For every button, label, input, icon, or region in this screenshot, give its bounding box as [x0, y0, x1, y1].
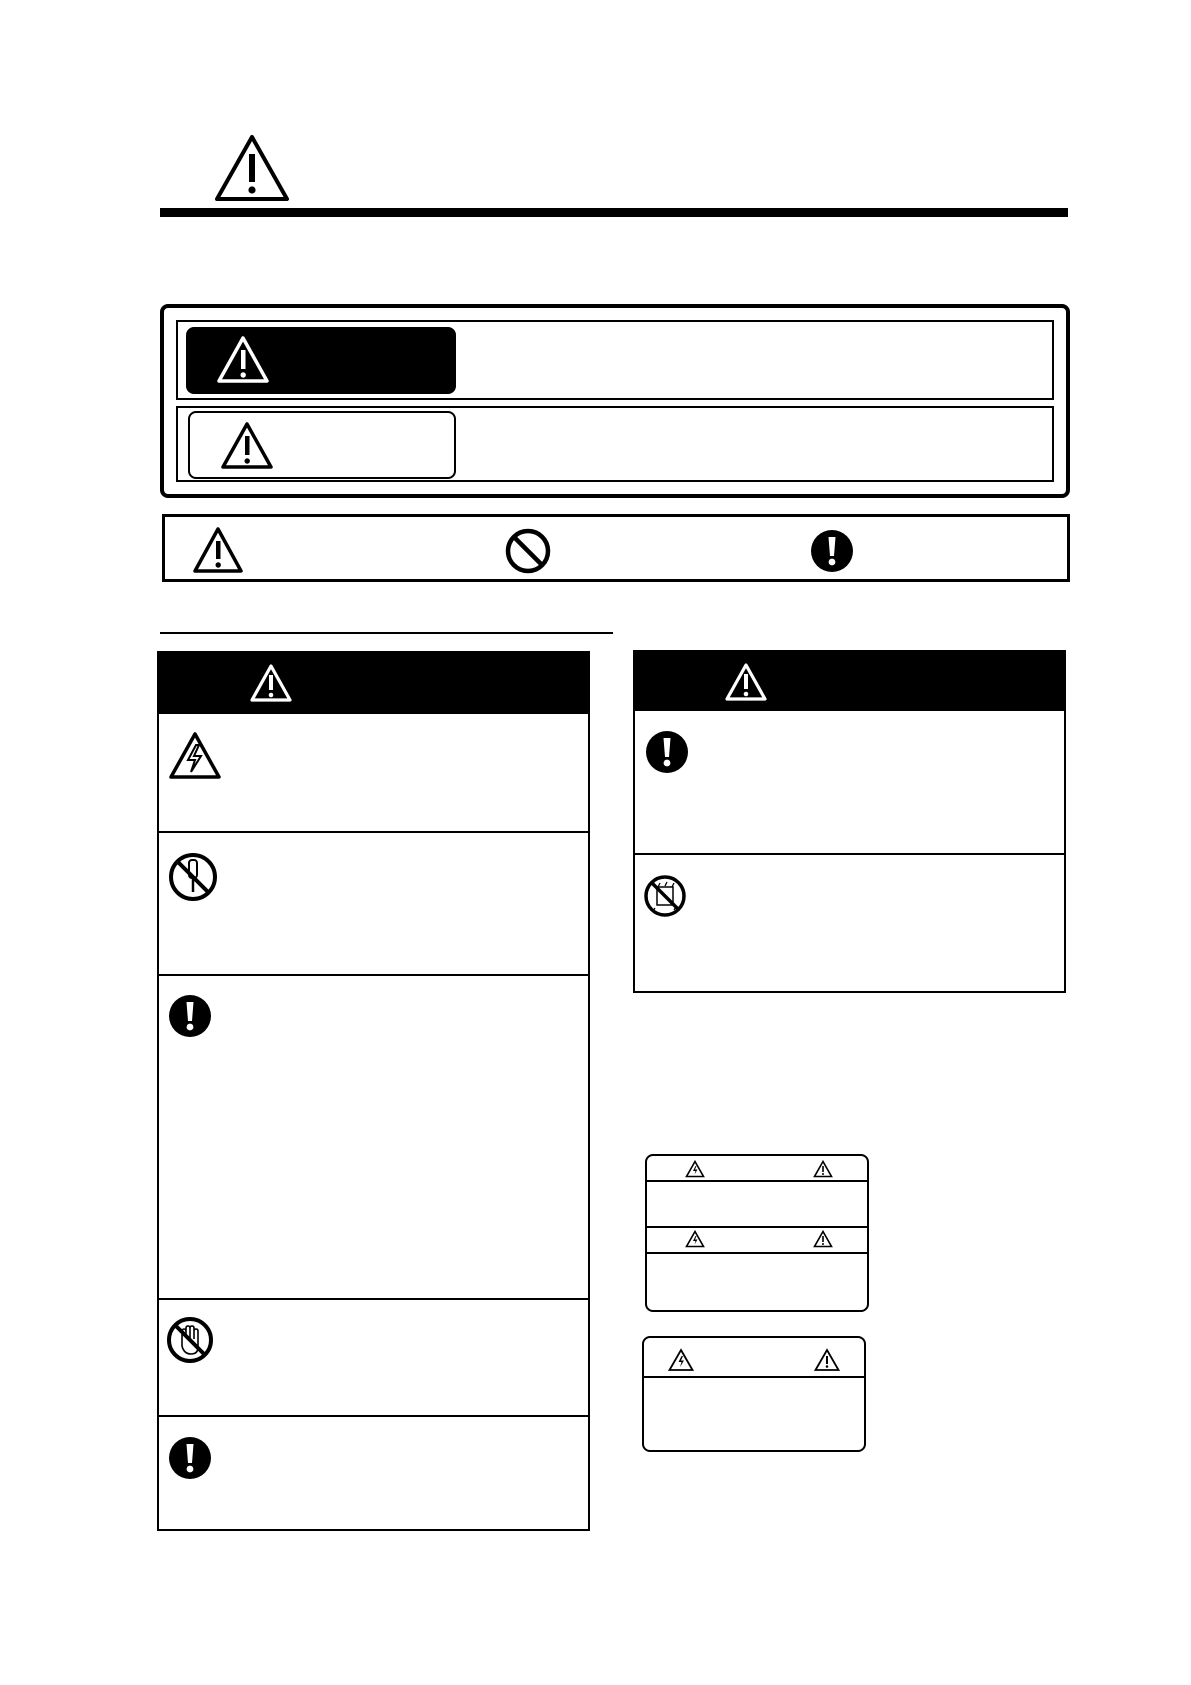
- mandatory-exclamation-icon: [810, 529, 854, 573]
- panel-header: [157, 651, 590, 714]
- title-warning-icon: [214, 134, 290, 202]
- panel-header: [633, 650, 1066, 711]
- electric-shock-icon: [685, 1230, 705, 1248]
- warning-legend-row: [176, 320, 1054, 400]
- warning-triangle-icon: [220, 421, 274, 471]
- warning-signal-label: [186, 327, 456, 394]
- warning-triangle-icon: [249, 663, 293, 703]
- section-underline: [160, 632, 613, 634]
- warning-triangle-icon: [814, 1348, 840, 1372]
- electric-shock-icon: [668, 1348, 694, 1372]
- item-divider: [159, 831, 588, 833]
- electric-shock-icon: [685, 1160, 705, 1178]
- mandatory-exclamation-icon: [168, 1436, 212, 1480]
- warning-triangle-icon: [216, 335, 270, 385]
- symbol-meaning-bar: [162, 514, 1070, 582]
- no-water-icon: [643, 874, 687, 918]
- card-rule: [647, 1252, 867, 1254]
- caution-legend-row: [176, 406, 1054, 482]
- electric-shock-icon: [168, 731, 222, 781]
- card-rule: [647, 1180, 867, 1182]
- signal-word-legend: [160, 304, 1070, 498]
- warning-triangle-icon: [192, 526, 244, 574]
- mandatory-exclamation-icon: [645, 730, 689, 774]
- item-divider: [159, 1298, 588, 1300]
- warning-triangle-icon: [813, 1160, 833, 1178]
- warning-panel-right: [633, 650, 1066, 993]
- item-divider: [159, 974, 588, 976]
- no-disassembly-icon: [168, 852, 218, 902]
- item-divider: [635, 853, 1064, 855]
- card-rule: [644, 1376, 864, 1378]
- warning-triangle-icon: [724, 662, 768, 702]
- header-rule: [160, 208, 1068, 217]
- label-example-2: [642, 1336, 866, 1452]
- warning-triangle-icon: [813, 1230, 833, 1248]
- prohibition-circle-icon: [505, 528, 551, 574]
- warning-panel-left: [157, 651, 590, 1531]
- mandatory-exclamation-icon: [168, 994, 212, 1038]
- caution-signal-label: [188, 411, 456, 479]
- card-rule: [647, 1226, 867, 1228]
- no-wet-hands-icon: [166, 1316, 214, 1364]
- item-divider: [159, 1415, 588, 1417]
- label-example-1: [645, 1154, 869, 1312]
